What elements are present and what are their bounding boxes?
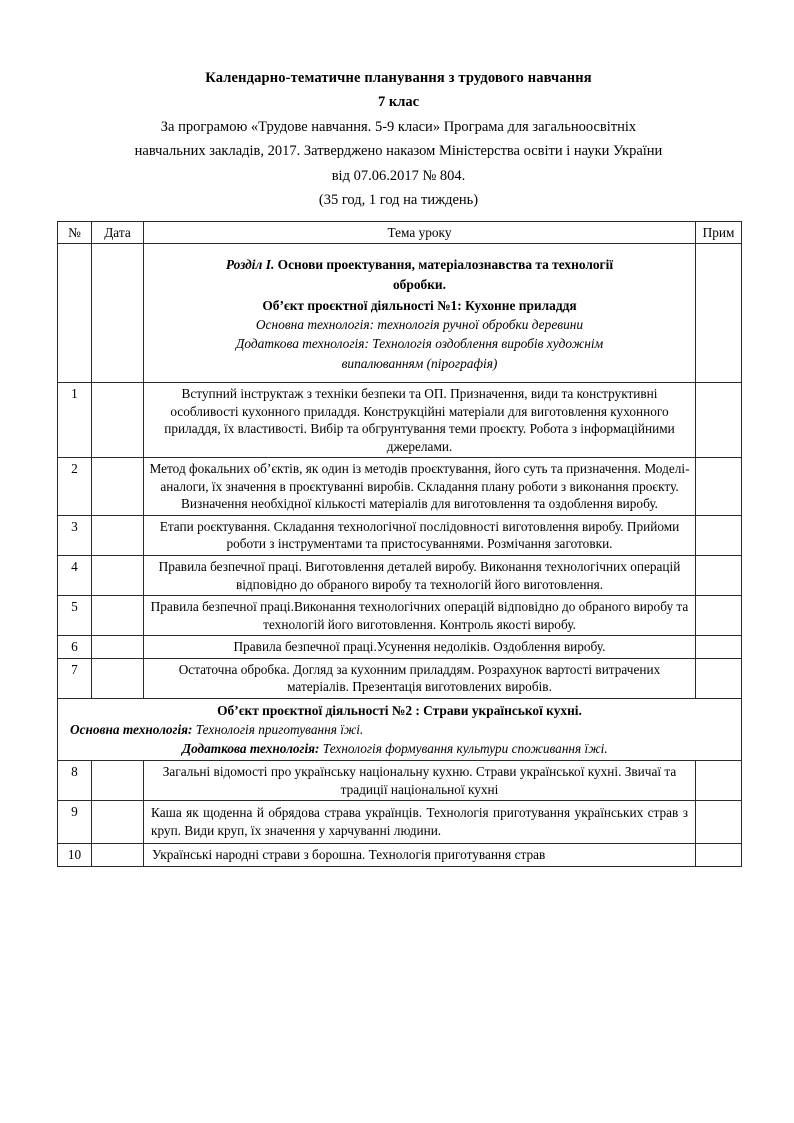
row-theme: Правила безпечної праці.Усунення недоліків. Оздоблення виробу. bbox=[144, 636, 696, 659]
row-date[interactable] bbox=[92, 844, 144, 867]
row-theme: Правила безпечної праці.Виконання технологічних операцій відповідно до обраного виробу та технологій його виготовлення. Контроль якості виробу. bbox=[144, 596, 696, 636]
section2-extra-technology-value: Технологія формування культури споживання їжі. bbox=[319, 740, 608, 756]
table-row bbox=[58, 555, 742, 595]
row-theme: Українські народні страви з борошна. Технологія приготування страв bbox=[144, 844, 696, 867]
section1-cell-theme bbox=[144, 244, 696, 383]
section2-main-technology bbox=[62, 720, 737, 739]
page-title: Календарно-тематичне планування з трудового навчання bbox=[205, 70, 592, 86]
row-note[interactable] bbox=[696, 596, 742, 636]
section1-block bbox=[148, 246, 691, 380]
column-header-date: Дата bbox=[92, 221, 144, 244]
section1-title-rest: Основи проектування, матеріалознавства та технології bbox=[274, 257, 614, 273]
program-line-1: За програмою «Трудове навчання. 5-9 класи» Програма для загальноосвітніх bbox=[160, 118, 637, 135]
table-row bbox=[58, 636, 742, 659]
section2-extra-technology bbox=[62, 739, 737, 758]
table-row bbox=[58, 844, 742, 867]
section1-cell-number bbox=[58, 244, 92, 383]
row-note[interactable] bbox=[696, 515, 742, 555]
row-number: 2 bbox=[58, 458, 92, 516]
section1-extra-technology-line2: випалюванням (пірографія) bbox=[341, 355, 498, 371]
row-date[interactable] bbox=[92, 383, 144, 458]
row-date[interactable] bbox=[92, 515, 144, 555]
hours-note: (35 год, 1 год на тиждень) bbox=[318, 192, 479, 209]
section1-title-line1 bbox=[156, 255, 683, 274]
lesson-plan-table bbox=[57, 221, 742, 867]
column-header-theme: Тема уроку bbox=[144, 221, 696, 244]
column-header-number: № bbox=[58, 221, 92, 244]
row-note[interactable] bbox=[696, 844, 742, 867]
row-theme: Правила безпечної праці. Виготовлення деталей виробу. Виконання технологічних операцій відповідно до обраного виробу та технологій його виготовлення. bbox=[144, 555, 696, 595]
section1-object: Об’єкт проєктної діяльності №1: Кухонне приладдя bbox=[262, 297, 577, 313]
section1-title-line2: обробки. bbox=[392, 276, 446, 292]
row-number: 3 bbox=[58, 515, 92, 555]
row-number: 1 bbox=[58, 383, 92, 458]
row-number: 5 bbox=[58, 596, 92, 636]
row-number: 9 bbox=[58, 801, 92, 844]
section2-main-technology-label: Основна технологія: bbox=[70, 721, 193, 737]
table-row bbox=[58, 658, 742, 698]
row-date[interactable] bbox=[92, 636, 144, 659]
table-body bbox=[58, 244, 742, 867]
row-number: 8 bbox=[58, 761, 92, 801]
row-note[interactable] bbox=[696, 458, 742, 516]
row-note[interactable] bbox=[696, 636, 742, 659]
row-number: 6 bbox=[58, 636, 92, 659]
row-note[interactable] bbox=[696, 761, 742, 801]
row-theme: Вступний інструктаж з техніки безпеки та ОП. Призначення, види та конструктивні особливості кухонного приладдя. Конструкційні матеріали для виготовлення кухонного приладдя, їх властивості. Вибір та обгрунтування теми проєкту. Робота з інформаційними джерелами. bbox=[144, 383, 696, 458]
table-row bbox=[58, 761, 742, 801]
column-header-note: Прим bbox=[696, 221, 742, 244]
section-heading-row-2 bbox=[58, 698, 742, 760]
row-theme: Остаточна обробка. Догляд за кухонним приладдям. Розрахунок вартості витрачених матеріалів. Презентація виготовлених виробів. bbox=[144, 658, 696, 698]
table-row bbox=[58, 596, 742, 636]
section2-object: Об’єкт проєктної діяльності №2 : Страви української кухні. bbox=[217, 702, 582, 718]
section1-main-technology: Основна технологія: технологія ручної обробки деревини bbox=[255, 317, 584, 333]
row-number: 10 bbox=[58, 844, 92, 867]
section2-extra-technology-label: Додаткова технологія: bbox=[182, 740, 320, 756]
section2-main-technology-value: Технологія приготування їжі. bbox=[192, 721, 364, 737]
row-theme: Метод фокальних об’єктів, як один із методів проєктування, його суть та призначення. Моделі-аналоги, їх значення в проєктуванні виробів. Складання плану роботи з виконання проєкту. Визначення необхідної кількості матеріалів для виготовлення та оздоблення виробу. bbox=[144, 458, 696, 516]
section1-cell-date bbox=[92, 244, 144, 383]
section1-extra-technology-line1: Додаткова технологія: Технологія оздоблення виробів художнім bbox=[235, 336, 604, 352]
document-header bbox=[57, 68, 740, 212]
section1-roman: Розділ I. bbox=[225, 257, 275, 273]
row-number: 7 bbox=[58, 658, 92, 698]
row-theme: Каша як щоденна й обрядова страва українців. Технологія приготування українських страв з круп. Види круп, їх значення у харчуванні людини. bbox=[144, 801, 696, 844]
row-note[interactable] bbox=[696, 658, 742, 698]
row-theme: Етапи роєктування. Складання технологічної послідовності виготовлення виробу. Прийоми роботи з інструментами та пристосуваннями. Розмічання заготовки. bbox=[144, 515, 696, 555]
row-date[interactable] bbox=[92, 761, 144, 801]
row-note[interactable] bbox=[696, 555, 742, 595]
row-date[interactable] bbox=[92, 596, 144, 636]
row-number: 4 bbox=[58, 555, 92, 595]
row-theme: Загальні відомості про українську національну кухню. Страви української кухні. Звичаї та традиції національної кухні bbox=[144, 761, 696, 801]
row-note[interactable] bbox=[696, 801, 742, 844]
table-row bbox=[58, 515, 742, 555]
row-date[interactable] bbox=[92, 555, 144, 595]
section1-cell-note bbox=[696, 244, 742, 383]
table-row bbox=[58, 383, 742, 458]
section2-block bbox=[58, 698, 742, 760]
table-row bbox=[58, 801, 742, 844]
program-line-3: від 07.06.2017 № 804. bbox=[331, 167, 466, 184]
grade-subtitle: 7 клас bbox=[377, 94, 420, 111]
table-header-row bbox=[58, 221, 742, 244]
row-note[interactable] bbox=[696, 383, 742, 458]
row-date[interactable] bbox=[92, 458, 144, 516]
section-heading-row-1 bbox=[58, 244, 742, 383]
row-date[interactable] bbox=[92, 658, 144, 698]
table-row bbox=[58, 458, 742, 516]
program-line-2: навчальних закладів, 2017. Затверджено наказом Міністерства освіти і науки України bbox=[134, 143, 663, 160]
row-date[interactable] bbox=[92, 801, 144, 844]
